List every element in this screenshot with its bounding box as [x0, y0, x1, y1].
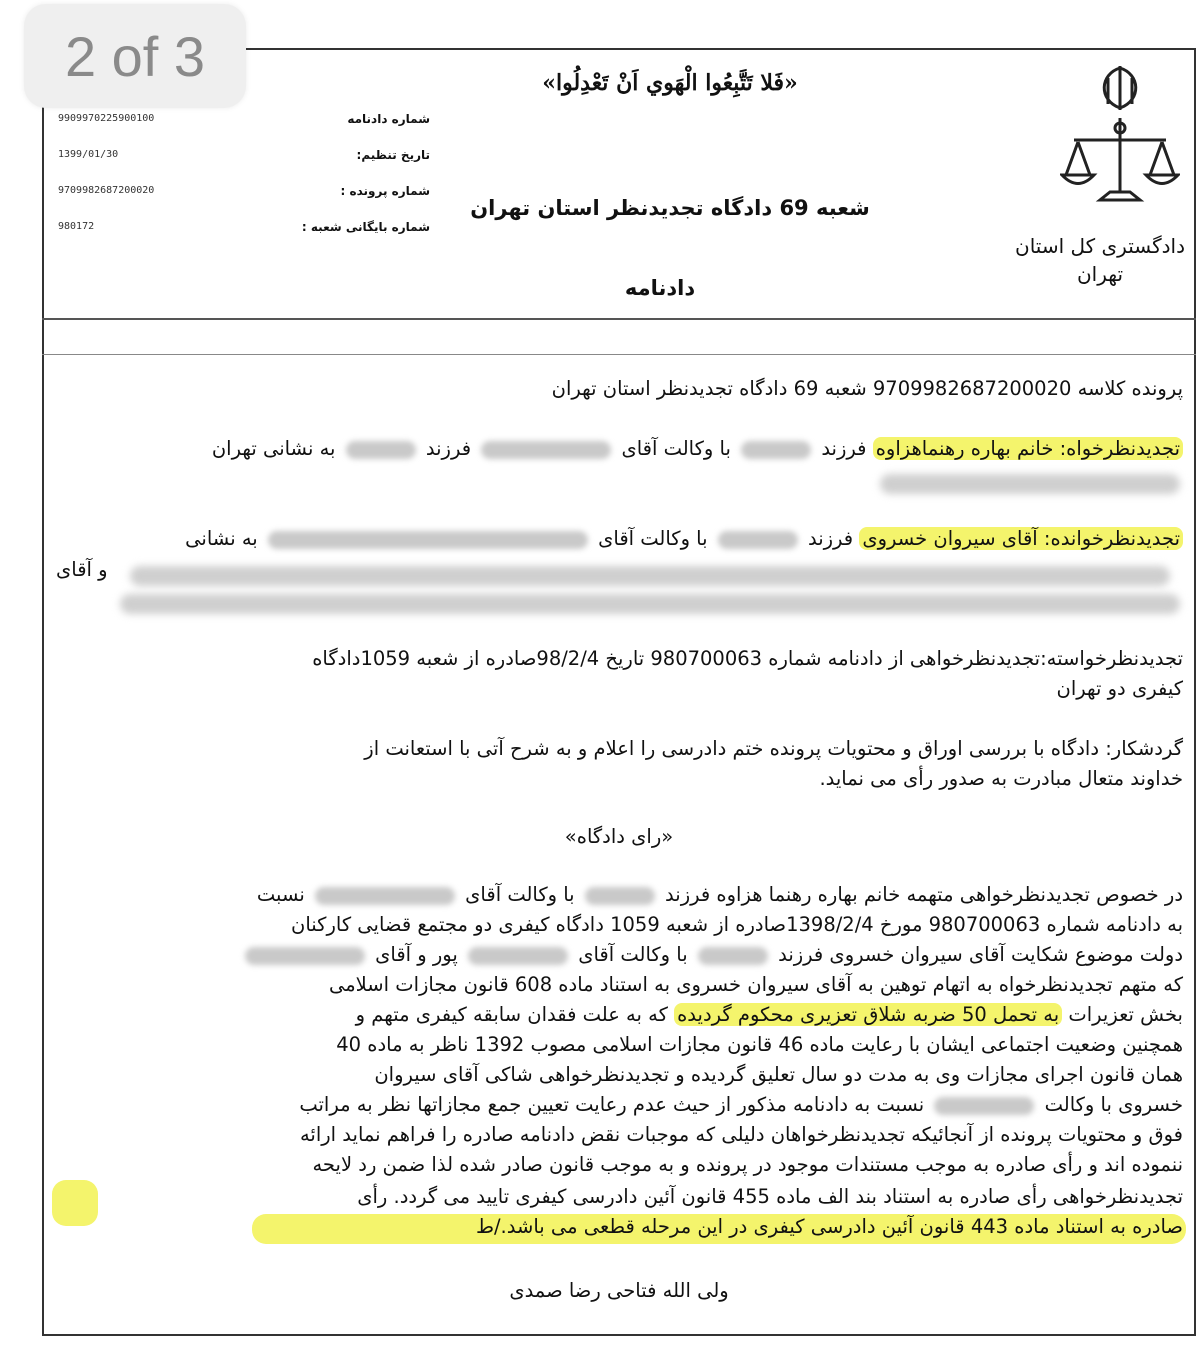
- verdict-line: [55, 1182, 1183, 1212]
- verdict-line: همان قانون اجرای مجازات وی به مدت دو سال تعلیق گردیده و تجدیدنظرخواهی شاکی آقای سیروان: [374, 1063, 1183, 1086]
- summary-line1: گردشکار: دادگاه با بررسی اوراق و محتویات پرونده ختم دادرسی را اعلام و به شرح آتی با استعانت از: [364, 737, 1183, 760]
- appeal-subject-line1: تجدیدنظرخواسته:تجدیدنظرخواهی از دادنامه شماره 980700063 تاریخ 98/2/4صادره از شعبه 1059دادگاه: [312, 647, 1183, 670]
- redaction: [481, 441, 611, 459]
- sentence-highlight: به تحمل 50 ضربه شلاق تعزیری محکوم گردیده: [674, 1003, 1062, 1026]
- verdict-heading: «رای دادگاه»: [564, 825, 674, 848]
- meta-label-date: تاریخ تنظیم:: [356, 148, 430, 162]
- judge-signature: ولی الله فتاحی رضا صمدی: [509, 1279, 729, 1302]
- appellant-label: تجدیدنظرخواه: خانم بهاره رهنماهزاوه: [873, 437, 1183, 460]
- header-divider-secondary: [42, 354, 1196, 355]
- appellant-text: با وکالت آقای: [621, 437, 731, 460]
- verdict-line: فوق و محتویات پرونده از آنجائیکه تجدیدنظرخواهان دلیلی که موجبات نقض دادنامه صادره را فراهم نماید ارائه: [299, 1123, 1183, 1146]
- verdict-line: همچنین وضعیت اجتماعی ایشان با رعایت ماده 46 قانون مجازات اسلامی مصوب 1392 ناظر به ماده 40: [336, 1033, 1183, 1056]
- redaction: [268, 531, 588, 549]
- redaction: [741, 441, 811, 459]
- appellant-text: فرزند: [425, 437, 472, 460]
- summary-line2: خداوند متعال مبادرت به صدور رأی می نماید.: [819, 767, 1183, 790]
- verdict-text: تجدیدنظرخواهی رأی صادره به استناد بند الف ماده 455 قانون آئین دادرسی کیفری تایید می گردد.: [393, 1185, 1183, 1208]
- header-motto: «فَلا تَتَّبِعُوا الْهَوي اَنْ تَعْدِلُوا»: [542, 70, 798, 96]
- page-counter-badge: 2 of 3: [24, 4, 246, 108]
- verdict-text: پور و آقای: [375, 943, 458, 966]
- verdict-line: [55, 1000, 1183, 1030]
- verdict-line: [55, 940, 1183, 970]
- redaction: [585, 887, 655, 905]
- organization-name: دادگستری کل استان: [1015, 234, 1185, 258]
- redaction: [245, 947, 365, 965]
- meta-value-archive-number: 980172: [58, 221, 95, 232]
- verdict-text: که به علت فقدان سابقه کیفری متهم و: [355, 1003, 668, 1026]
- verdict-text: در خصوص تجدیدنظرخواهی متهمه خانم بهاره رهنما هزاوه فرزند: [665, 883, 1183, 906]
- redaction: [718, 531, 798, 549]
- respondent-text: به نشانی: [185, 527, 258, 550]
- verdict-text: رأی: [357, 1185, 388, 1208]
- respondent-text: فرزند: [807, 527, 854, 550]
- verdict-text: با وکالت آقای: [578, 943, 688, 966]
- court-title: شعبه 69 دادگاه تجدیدنظر استان تهران: [470, 196, 870, 220]
- verdict-text: خسروی با وکالت: [1044, 1093, 1183, 1116]
- judiciary-emblem-icon: [1060, 60, 1180, 214]
- appellant-text: فرزند: [821, 437, 867, 460]
- verdict-line: ننموده اند و رأی صادره به موجب مستندات موجود در پرونده و به موجب قانون صادر شده لذا ضمن رد لایحه: [312, 1153, 1183, 1176]
- meta-value-verdict-number: 9909970225900100: [58, 113, 155, 124]
- meta-label-verdict-number: شماره دادنامه: [347, 112, 430, 126]
- redaction: [468, 947, 568, 965]
- meta-value-case-number: 9709982687200020: [58, 185, 155, 196]
- meta-label-archive-number: شماره بایگانی شعبه :: [301, 220, 430, 234]
- redaction: [130, 566, 1170, 586]
- verdict-line: به دادنامه شماره 980700063 مورخ 1398/2/4صادره از شعبه 1059 دادگاه کیفری دو مجتمع قضایی کارکنان: [291, 913, 1183, 936]
- redaction: [346, 441, 416, 459]
- verdict-text: بخش تعزیرات: [1068, 1003, 1183, 1026]
- verdict-text: دولت موضوع شکایت آقای سیروان خسروی فرزند: [778, 943, 1183, 966]
- respondent-text: و آقای: [56, 558, 108, 581]
- respondent-line: [55, 524, 1183, 554]
- verdict-text: نسبت به دادنامه مذکور از حیث عدم رعایت تعیین جمع مجازاتها نظر به مراتب: [299, 1093, 925, 1116]
- appellant-line: [55, 434, 1183, 464]
- redaction: [934, 1097, 1034, 1115]
- verdict-line: [55, 880, 1183, 910]
- respondent-label: تجدیدنظرخوانده: آقای سیروان خسروی: [859, 527, 1183, 550]
- redaction: [315, 887, 455, 905]
- redaction: [120, 594, 1180, 614]
- appeal-subject-line2: کیفری دو تهران: [1056, 677, 1183, 700]
- verdict-line: که متهم تجدیدنظرخواه به اتهام توهین به آقای سیروان خسروی به استناد ماده 608 قانون مجازات اسلامی: [328, 973, 1183, 996]
- organization-province: تهران: [1076, 262, 1124, 286]
- header-divider: [42, 318, 1196, 320]
- verdict-line: [55, 1090, 1183, 1120]
- meta-value-date: 1399/01/30: [58, 149, 119, 160]
- verdict-text: با وکالت آقای: [465, 883, 575, 906]
- document-title: دادنامه: [624, 276, 696, 300]
- respondent-text: با وکالت آقای: [598, 527, 708, 550]
- verdict-final-line: صادره به استناد ماده 443 قانون آئین دادرسی کیفری در این مرحله قطعی می باشد./ط: [475, 1215, 1183, 1238]
- verdict-text: نسبت: [256, 883, 305, 906]
- case-line: پرونده کلاسه 9709982687200020 شعبه 69 دادگاه تجدیدنظر استان تهران: [551, 377, 1183, 400]
- appellant-text: به نشانی تهران: [211, 437, 336, 460]
- redaction: [698, 947, 768, 965]
- redaction: [880, 474, 1180, 494]
- meta-label-case-number: شماره پرونده :: [340, 184, 430, 198]
